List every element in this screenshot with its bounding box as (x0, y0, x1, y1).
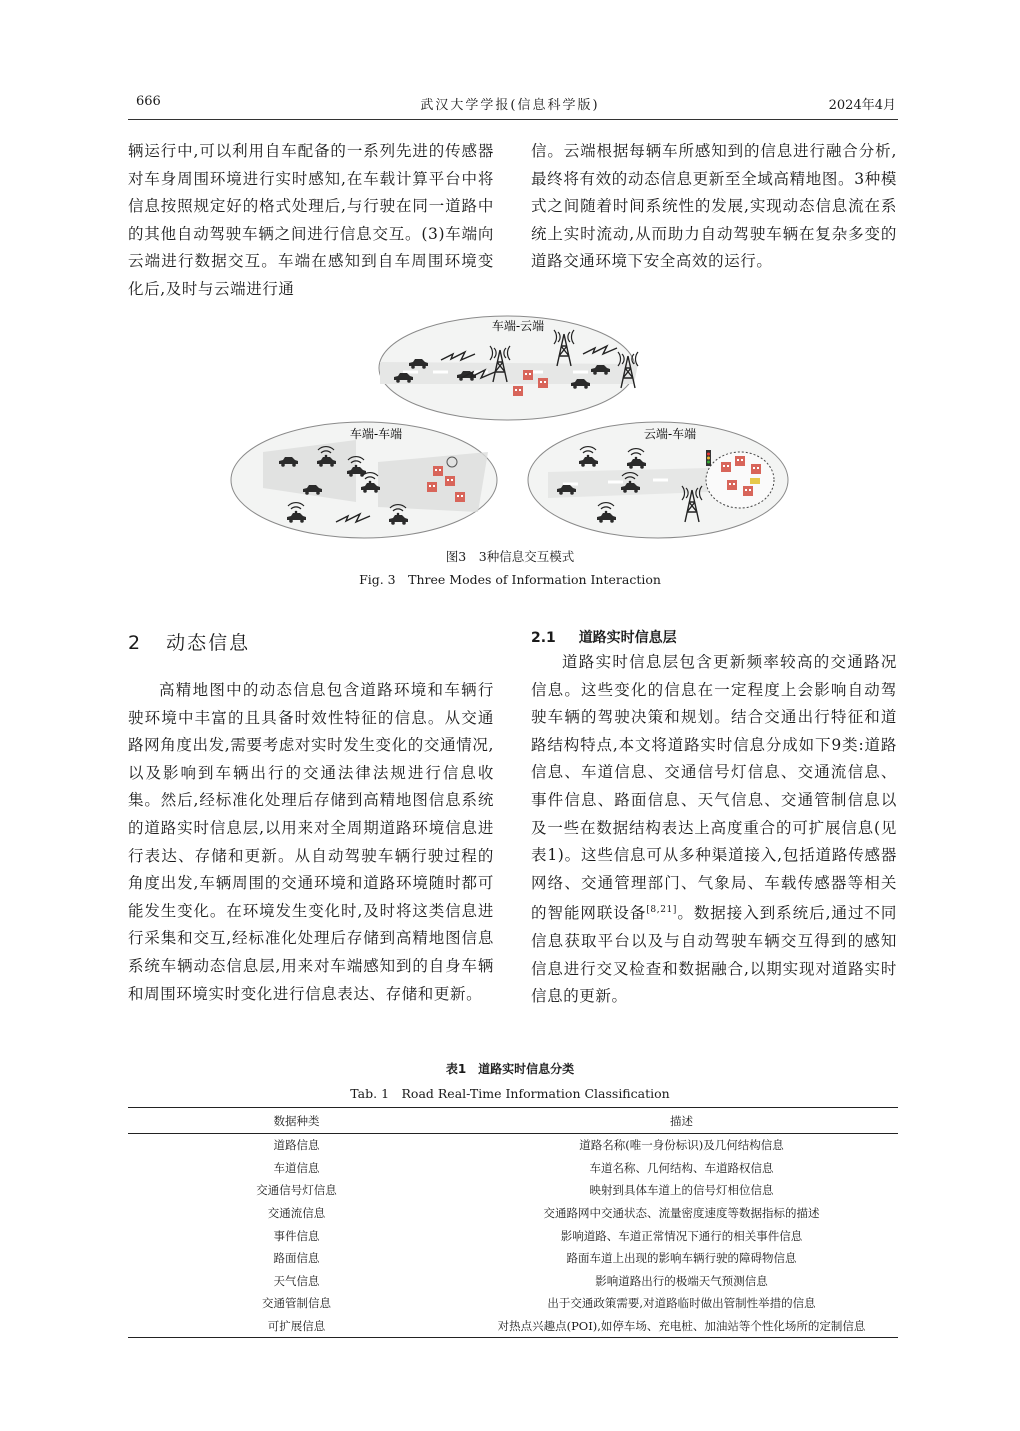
road-info-table (128, 1107, 898, 1338)
citation: [8,21] (646, 905, 677, 916)
intro-right-paragraph: 信。云端根据每辆车所感知到的信息进行融合分析,最终将有效的动态信息更新至全域高精地图。3种模式之间随着时间系统性的发展,实现动态信息流在系统上实时流动,从而助力自动驾驶车辆在复杂多变的道路交通环境下安全高效的运行。 (531, 142, 897, 271)
figure-caption-cn: 图3 3种信息交互模式 (445, 549, 575, 564)
figure-caption-en: Fig. 3 Three Modes of Information Interaction (359, 572, 661, 587)
table-cell-desc: 车道名称、几何结构、车道路权信息 (589, 1160, 774, 1175)
table-row (128, 1179, 898, 1202)
issue-date: 2024年4月 (828, 98, 896, 113)
right-mode-label: 云端-车端 (643, 427, 697, 441)
table-row (128, 1247, 898, 1270)
table-cell-desc: 影响道路出行的极端天气预测信息 (595, 1273, 768, 1288)
table-row (128, 1134, 898, 1157)
table-cell-desc: 影响道路、车道正常情况下通行的相关事件信息 (560, 1228, 803, 1243)
table-cell-desc: 道路名称(唯一身份标识)及几何结构信息 (579, 1138, 784, 1153)
header-rule (128, 119, 898, 120)
table-cell-type: 事件信息 (273, 1228, 320, 1243)
table-cell-type: 车道信息 (273, 1160, 320, 1175)
table-cell-type: 道路信息 (273, 1138, 320, 1153)
table-cell-type: 天气信息 (273, 1273, 320, 1288)
section-2-title: 动态信息 (166, 632, 251, 654)
section-2-number: 2 (128, 632, 141, 654)
page-number: 666 (136, 94, 161, 109)
table-header-row (128, 1108, 898, 1134)
section-2-1-number: 2.1 (531, 630, 556, 646)
table-row (128, 1202, 898, 1225)
table-cell-desc: 映射到具体车道上的信号灯相位信息 (589, 1183, 774, 1198)
section-2-paragraph: 高精地图中的动态信息包含道路环境和车辆行驶环境中丰富的且具备时效性特征的信息。从交通路网角度出发,需要考虑对实时发生变化的交通情况,以及影响到车辆出行的交通法律法规进行信息收集。然后,经标准化处理后存储到高精地图信息系统的道路实时信息层,以用来对全周期道路环境信息进行表达、存储和更新。从自动驾驶车辆行驶过程的角度出发,车辆周围的交通环境和道路环境随时都可能发生变化。在环境发生变化时,及时将这类信息进行采集和交互,经标准化处理后存储到高精地图信息系统车辆动态信息层,用来对车端感知到的自身车辆和周围环境实时变化进行信息表达、存储和更新。 (128, 681, 494, 1003)
table-cell-type: 可扩展信息 (128, 1315, 465, 1338)
table-cell-desc: 交通路网中交通状态、流量密度速度等数据指标的描述 (543, 1206, 820, 1221)
table-cell-type: 交通管制信息 (262, 1296, 331, 1311)
table-cell-type: 交通流信息 (267, 1206, 326, 1221)
mode-cloud-vehicle (528, 422, 788, 538)
mode-vehicle-vehicle (231, 422, 497, 538)
journal-title: 武汉大学学报(信息科学版) (420, 98, 600, 113)
intro-left-paragraph: 辆运行中,可以利用自车配备的一系列先进的传感器对车身周围环境进行实时感知,在车载计算平台中将信息按照规定好的格式处理后,与行驶在同一道路中的其他自动驾驶车辆之间进行信息交互。(3)车端向云端进行数据交互。车端在感知到自车周围环境变化后,及时与云端进行通 (128, 142, 494, 298)
table-cell-desc: 路面车道上出现的影响车辆行驶的障碍物信息 (566, 1251, 797, 1266)
table-row (128, 1292, 898, 1315)
top-mode-label: 车端-云端 (491, 319, 545, 333)
table-row (128, 1315, 898, 1338)
section-2-1-text-a: 道路实时信息层包含更新频率较高的交通路况信息。这些变化的信息在一定程度上会影响自动驾驶车辆的驾驶决策和规划。结合交通出行特征和道路结构特点,本文将道路实时信息分成如下9类:道路信息、车道信息、交通信号灯信息、交通流信息、事件信息、路面信息、天气信息、交通管制信息以及一些在数据结构表达上高度重合的可扩展信息(见表1)。这些信息可从多种渠道接入,包括道路传感器网络、交通管理部门、气象局、车载传感器等相关的智能网联设备 (531, 653, 897, 923)
left-mode-label: 车端-车端 (349, 427, 403, 441)
section-2-1-heading (531, 627, 677, 647)
mode-vehicle-cloud (379, 316, 638, 420)
table-cell-type: 路面信息 (273, 1251, 320, 1266)
section-2-1-body (531, 649, 897, 1011)
table-cell-type: 交通信号灯信息 (256, 1183, 337, 1198)
header-data-type: 数据种类 (128, 1108, 465, 1134)
figure-3-illustration (228, 312, 790, 544)
table-row (128, 1157, 898, 1180)
intro-right-column (531, 138, 897, 276)
table-row (128, 1270, 898, 1293)
header-description: 描述 (465, 1108, 898, 1134)
table-cell-desc: 出于交通政策需要,对道路临时做出管制性举措的信息 (547, 1296, 816, 1311)
section-2-1-paragraph (531, 649, 897, 1011)
table-cell-desc: 对热点兴趣点(POI),如停车场、充电桩、加油站等个性化场所的定制信息 (465, 1315, 898, 1338)
table-caption-en: Tab. 1 Road Real-Time Information Classification (350, 1086, 670, 1101)
intro-left-column (128, 138, 494, 304)
section-2-1-text-b: 。数据接入到系统后,通过不同信息获取平台以及与自动驾驶车辆交互得到的感知信息进行交叉检查和数据融合,以期实现对道路实时信息的更新。 (531, 904, 898, 1006)
table-row (128, 1224, 898, 1247)
section-2-body (128, 677, 494, 1008)
section-2-heading (128, 628, 250, 655)
section-2-1-title: 道路实时信息层 (578, 630, 677, 646)
table-caption-cn: 表1 道路实时信息分类 (445, 1062, 575, 1076)
